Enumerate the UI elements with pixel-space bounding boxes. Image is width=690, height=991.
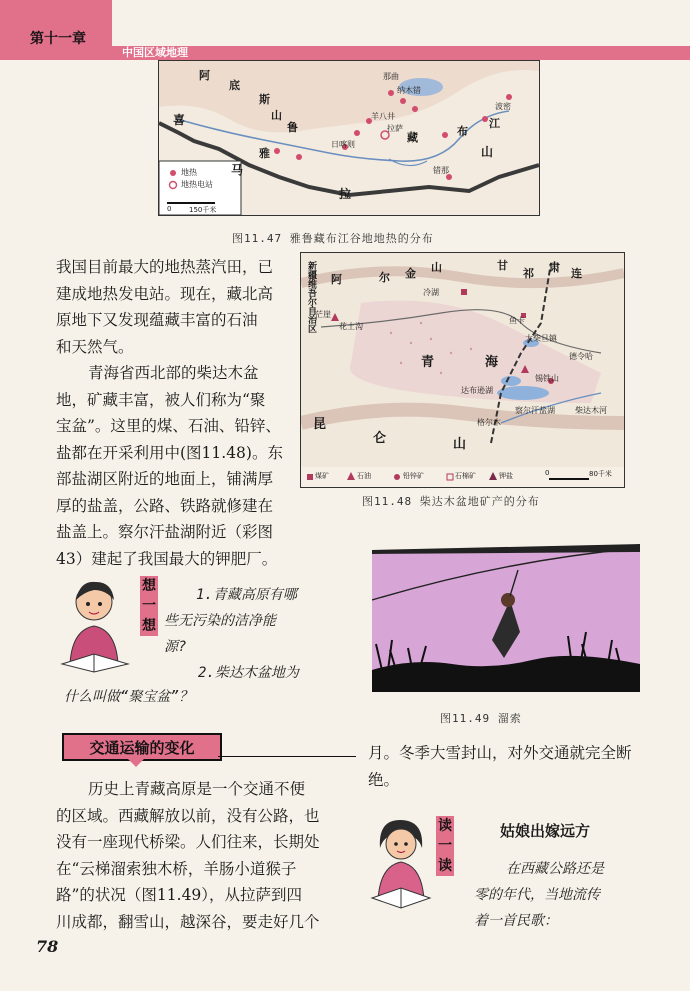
read-line: 零的年代，当地流传 xyxy=(474,887,600,903)
section-header-title: 交通运输的变化 xyxy=(89,739,195,757)
text-line: 历史上青藏高原是一个交通不便 xyxy=(88,780,306,798)
map2-label: 尔 xyxy=(379,271,390,284)
chapter-tab xyxy=(0,0,112,60)
paragraph-1 xyxy=(56,254,292,360)
legend-geothermal: 地热 xyxy=(181,168,197,177)
page-number: 78 xyxy=(36,937,59,956)
figure-48-caption: 图11.48 柴达木盆地矿产的分布 xyxy=(362,495,540,508)
think-line: 1.青藏高原有哪 xyxy=(196,587,297,603)
think-line: 些无污染的洁净能 xyxy=(164,613,276,629)
paragraph-2 xyxy=(56,360,292,572)
text-line: 部盐湖区附近的地面上，铺满厚 xyxy=(56,470,274,488)
map1-place: 拉萨 xyxy=(387,124,403,133)
legend-plant: 地热电站 xyxy=(181,180,213,189)
map2-place: 格尔木 xyxy=(477,418,501,427)
badge-char: 读 xyxy=(438,858,452,874)
map2-label: 连 xyxy=(571,267,582,280)
text-line: 路”的状况（图11.49），从拉萨到四 xyxy=(56,886,303,904)
map1-label: 喜 xyxy=(173,113,186,127)
text-line: 川成都，翻雪山，越深谷，要走好几个 xyxy=(56,912,320,931)
figure-47-map xyxy=(158,60,540,216)
map1-label: 山 xyxy=(481,145,494,159)
text-line: 宝盆”。这里的煤、石油、铅锌、 xyxy=(56,417,281,435)
read-line: 在西藏公路还是 xyxy=(506,861,604,877)
map1-label: 斯 xyxy=(259,93,270,106)
map2-region: 新疆维吾尔自治区 xyxy=(306,261,316,333)
map2-place: 花土沟 xyxy=(339,322,363,331)
read-line: 着一首民歌： xyxy=(474,913,558,929)
badge-char: 读 xyxy=(438,818,452,834)
map1-label: 山 xyxy=(271,109,282,122)
figure-49-caption: 图11.49 溜索 xyxy=(440,712,522,725)
figure-49-illustration xyxy=(372,540,640,692)
paragraph-4 xyxy=(368,740,654,793)
text-line: 的区域。西藏解放以前，没有公路，也 xyxy=(56,806,320,825)
scale-zero: 0 xyxy=(545,469,550,477)
think-badge xyxy=(140,576,158,636)
think-line: 什么叫做“聚宝盆”？ xyxy=(64,689,193,705)
map1-label: 藏 xyxy=(407,131,418,144)
legend-item: 石棉矿 xyxy=(455,472,476,480)
rope-crossing-image xyxy=(372,540,640,692)
text-line: 厚的盐盖，公路、铁路就修建在 xyxy=(56,496,274,515)
map1-label: 阿 xyxy=(199,69,210,82)
paragraph-3 xyxy=(56,776,344,935)
text-line: 43）建起了我国最大的钾肥厂。 xyxy=(56,549,278,568)
map2-label: 青 xyxy=(421,355,435,370)
girl-reading-icon xyxy=(370,814,432,910)
map1-place: 纳木错 xyxy=(397,86,421,95)
map2-label: 山 xyxy=(431,261,442,274)
legend-item: 石油 xyxy=(357,472,371,480)
map2-label: 海 xyxy=(485,355,499,370)
legend-item: 铅锌矿 xyxy=(403,472,424,480)
legend-item: 煤矿 xyxy=(315,472,329,480)
map1-place: 羊八井 xyxy=(371,112,395,121)
figure-47-caption: 图11.47 雅鲁藏布江谷地地热的分布 xyxy=(232,232,434,245)
map2-label: 山 xyxy=(453,437,467,452)
map1-label: 鲁 xyxy=(287,121,298,134)
section-pointer xyxy=(126,757,146,767)
map1-label: 马 xyxy=(231,163,244,177)
map2-place: 锡铁山 xyxy=(535,374,559,383)
read-badge xyxy=(436,816,454,876)
map2-place: 大柴旦镇 xyxy=(525,334,557,343)
text-line: 青海省西北部的柴达木盆 xyxy=(88,364,259,382)
map2-label: 仑 xyxy=(373,431,387,446)
read-illustration xyxy=(370,814,432,910)
text-line: 原地下又发现蕴藏丰富的石油 xyxy=(56,311,258,329)
map2-place: 达布逊湖 xyxy=(461,386,493,395)
map1-label: 雅 xyxy=(259,147,270,160)
map1-place: 日喀则 xyxy=(331,140,355,149)
text-line: 地，矿藏丰富，被人们称为“聚 xyxy=(56,390,266,409)
header-band xyxy=(112,46,690,60)
map1-label: 布 xyxy=(457,125,468,138)
text-line: 月。冬季大雪封山，对外交通就完全断 xyxy=(368,744,632,762)
text-line: 盐盖上。察尔汗盐湖附近（彩图 xyxy=(56,523,274,541)
text-line: 盐都在开采利用中(图11.48)。东 xyxy=(56,443,283,462)
badge-char: 想 xyxy=(142,618,156,634)
map1-label: 底 xyxy=(229,79,240,92)
map1-place: 错那 xyxy=(433,166,449,175)
badge-char: 一 xyxy=(142,598,156,614)
section-divider xyxy=(218,756,356,757)
map2-place: 德令哈 xyxy=(569,352,593,361)
text-line: 没有一座现代桥梁。人们往来，长期处 xyxy=(56,833,320,851)
scale-label: 150千米 xyxy=(189,206,217,214)
map2-place: 茫崖 xyxy=(315,310,331,319)
map1-place: 那曲 xyxy=(383,72,399,81)
figure-48-map xyxy=(300,252,625,488)
text-line: 建成地热发电站。现在，藏北高 xyxy=(56,284,274,303)
scale-label: 80千米 xyxy=(589,470,612,478)
badge-char: 想 xyxy=(142,578,156,594)
text-line: 在“云梯溜索独木桥，羊肠小道猴子 xyxy=(56,859,297,878)
chapter-label: 第十一章 xyxy=(30,31,86,47)
text-line: 和天然气。 xyxy=(56,337,134,356)
map2-place: 鱼卡 xyxy=(509,316,525,325)
legend-item: 钾盐 xyxy=(499,472,513,480)
scale-zero: 0 xyxy=(167,205,172,213)
map1-place: 波密 xyxy=(495,102,511,111)
map2-place: 柴达木河 xyxy=(575,406,607,415)
map2-label: 阿 xyxy=(331,273,342,286)
read-title: 姑娘出嫁远方 xyxy=(500,822,591,840)
map2-label: 祁 xyxy=(523,267,534,280)
think-line: 源? xyxy=(164,639,187,655)
text-line: 绝。 xyxy=(368,770,400,789)
text-line: 我国目前最大的地热蒸汽田，已 xyxy=(56,258,274,276)
map2-label: 金 xyxy=(405,267,416,280)
think-line: 2.柴达木盆地为 xyxy=(198,665,299,681)
map2-label: 甘 xyxy=(497,259,508,272)
section-title: 中国区域地理 xyxy=(122,46,188,59)
map2-label: 昆 xyxy=(313,417,327,432)
map1-label: 江 xyxy=(489,117,500,130)
map2-label: 肃 xyxy=(549,261,560,274)
map2-place: 冷湖 xyxy=(423,288,439,297)
map1-label: 拉 xyxy=(339,187,352,201)
map2-place: 察尔汗盐湖 xyxy=(515,406,555,415)
think-illustration xyxy=(56,574,136,674)
badge-char: 一 xyxy=(438,838,452,854)
boy-reading-icon xyxy=(56,574,136,674)
